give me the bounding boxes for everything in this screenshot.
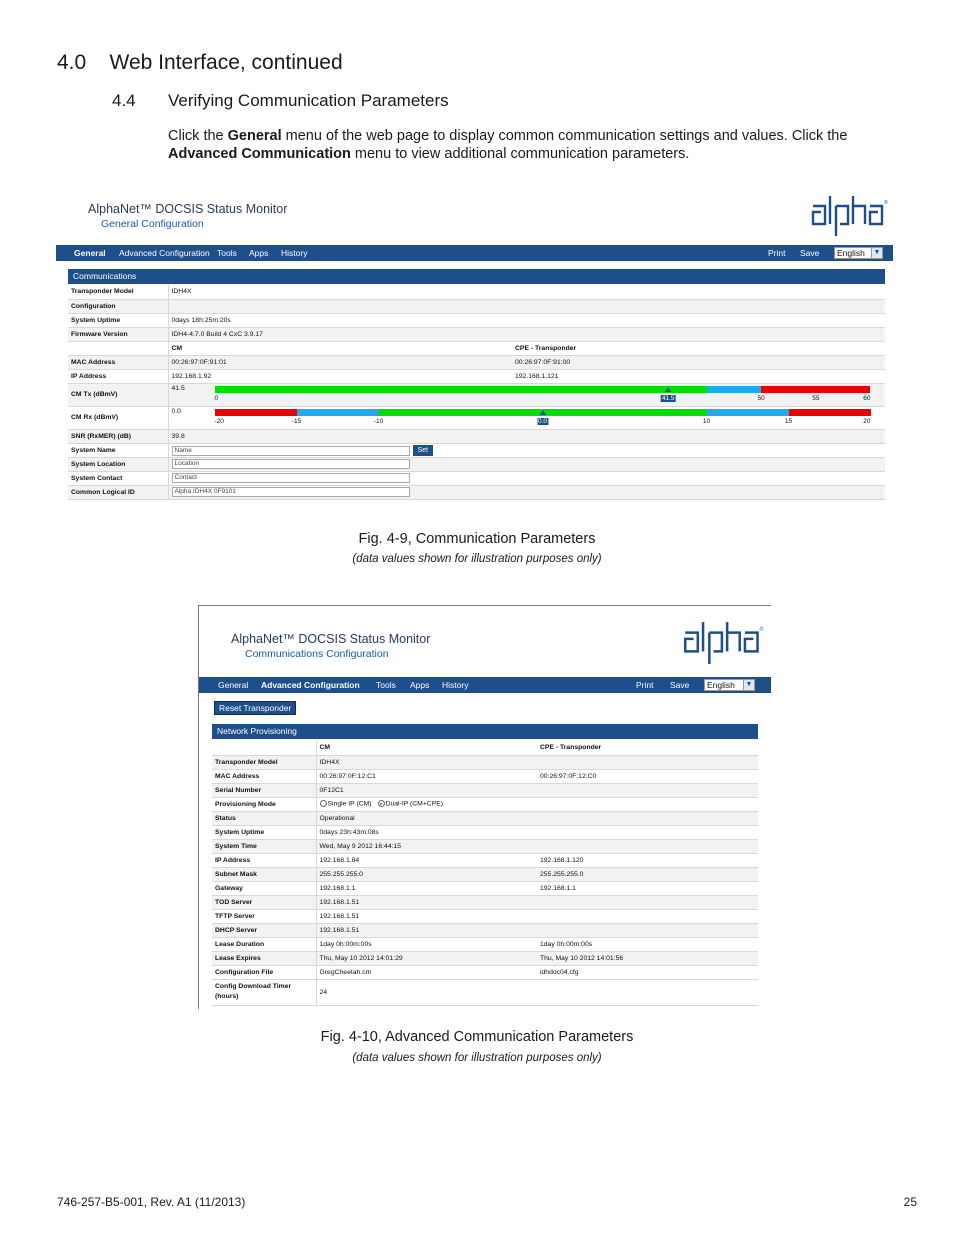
row-label: IP Address xyxy=(68,369,168,383)
network-provisioning-table xyxy=(212,741,758,1006)
cell-cm: 0days 23h:43m:08s xyxy=(316,825,537,839)
cell-cm: 192.168.1.51 xyxy=(316,895,537,909)
footer-document-id: 746-257-B5-001, Rev. A1 (11/2013) xyxy=(57,1195,246,1209)
menu-bar xyxy=(56,245,893,261)
row-label: CM Tx (dBmV) xyxy=(68,383,168,406)
row-label xyxy=(212,979,316,1005)
meter-tick-label: 41.5 xyxy=(661,394,675,402)
column-header-cpe: CPE - Transponder xyxy=(537,741,758,755)
meter-track xyxy=(215,386,871,393)
row-label: SNR (RxMER) (dB) xyxy=(68,429,168,443)
table-row xyxy=(68,355,885,369)
table-row xyxy=(212,951,758,965)
menu-apps[interactable]: Apps xyxy=(249,248,269,258)
table-row xyxy=(212,783,758,797)
column-header-cpe: CPE - Transponder xyxy=(512,341,885,355)
intro-text-1: Click the xyxy=(168,128,228,144)
row-value xyxy=(168,299,885,313)
cell-cpe xyxy=(537,923,758,937)
cell-cpe: 192.168.1.120 xyxy=(537,853,758,867)
radio-single-ip[interactable] xyxy=(320,800,327,807)
cell-cpe xyxy=(537,895,758,909)
section-number: 4.4 xyxy=(112,91,136,110)
page-title: 4.0 Web Interface, continued xyxy=(57,51,343,74)
table-row xyxy=(212,979,758,1005)
cell-cpe xyxy=(537,839,758,853)
table-row xyxy=(68,485,885,499)
section-title xyxy=(112,91,449,111)
cell-cpe: 192.168.1.1 xyxy=(537,881,758,895)
row-label: System Name xyxy=(68,443,168,457)
app-subtitle: General Configuration xyxy=(101,218,204,230)
panel-header-network-provisioning: Network Provisioning xyxy=(212,724,758,739)
meter-tick-label: 20 xyxy=(863,417,871,425)
row-label: Common Logical ID xyxy=(68,485,168,499)
cell-cm: 192.168.1.92 xyxy=(168,369,512,383)
intro-text-2: menu of the web page to display common communication settings and values. Click the xyxy=(281,128,848,144)
meter-segment-red xyxy=(789,409,871,416)
row-label: Provisioning Mode xyxy=(212,797,316,811)
table-row xyxy=(212,769,758,783)
row-label: Status xyxy=(212,811,316,825)
cell-cm: 00:26:97:0F:91:01 xyxy=(168,355,512,369)
reset-transponder-button[interactable]: Reset Transponder xyxy=(214,701,296,715)
meter-tick-label: 60 xyxy=(863,394,871,402)
app-title: AlphaNet™ DOCSIS Status Monitor xyxy=(231,632,431,646)
radio-single-ip-label: Single IP (CM) xyxy=(327,800,372,808)
chevron-down-icon: ▼ xyxy=(743,680,754,690)
cell-cm: Wed, May 9 2012 16:44:15 xyxy=(316,839,537,853)
language-value: English xyxy=(707,680,735,690)
row-label xyxy=(68,341,168,355)
cell-cpe: 192.168.1.121 xyxy=(512,369,885,383)
meter-segment-red xyxy=(761,386,816,393)
meter-segment-red xyxy=(215,409,297,416)
menu-print[interactable]: Print xyxy=(636,680,654,690)
row-label: TFTP Server xyxy=(212,909,316,923)
table-row xyxy=(212,755,758,769)
rx-level-meter xyxy=(215,408,871,428)
table-row xyxy=(212,797,758,811)
alpha-logo-icon xyxy=(683,620,765,664)
system-name-input[interactable]: Name xyxy=(172,446,410,456)
row-label: Lease Duration xyxy=(212,937,316,951)
menu-tools[interactable]: Tools xyxy=(376,680,396,690)
meter-tick-label: 50 xyxy=(757,394,765,402)
table-row xyxy=(212,825,758,839)
tx-value: 41.5 xyxy=(171,384,185,392)
table-row xyxy=(212,909,758,923)
meter-tick-label: 0.0 xyxy=(537,417,548,425)
menu-history[interactable]: History xyxy=(442,680,469,690)
row-value xyxy=(168,457,885,471)
table-row xyxy=(68,406,885,429)
table-row xyxy=(212,881,758,895)
timer-label-1: Config Download Timer xyxy=(215,983,292,990)
section-heading: Verifying Communication Parameters xyxy=(168,91,449,110)
logo-reg-mark: ® xyxy=(759,626,764,633)
timer-label-2: (hours) xyxy=(215,993,239,1000)
column-header-cm: CM xyxy=(316,741,537,755)
tx-meter-cell xyxy=(168,383,885,406)
app-subtitle: Communications Configuration xyxy=(245,648,389,660)
rx-value: 0.0 xyxy=(171,407,181,415)
radio-dual-ip[interactable] xyxy=(378,800,385,807)
intro-general-bold: General xyxy=(227,128,282,144)
table-row xyxy=(68,285,885,299)
row-value: 39.8 xyxy=(168,429,885,443)
radio-dual-ip-label: Dual-IP (CM+CPE) xyxy=(385,800,444,808)
row-label: Subnet Mask xyxy=(212,867,316,881)
row-label: CM Rx (dBmV) xyxy=(68,406,168,429)
menu-bar xyxy=(199,677,771,693)
figure-1-caption: Fig. 4-9, Communication Parameters xyxy=(358,531,596,547)
meter-tick-label: 55 xyxy=(812,394,820,402)
timer-value: 24 xyxy=(316,979,758,1005)
meter-marker-icon xyxy=(665,387,671,392)
figure-1-note: (data values shown for illustration purposes only) xyxy=(352,553,602,565)
row-value: 0days 18h:25m:20s xyxy=(168,313,885,327)
meter-segment-green xyxy=(215,386,707,393)
system-contact-input[interactable]: Contact xyxy=(172,473,410,483)
alpha-logo-icon xyxy=(811,194,889,236)
meter-tick-label: 0 xyxy=(214,394,219,402)
cell-cpe xyxy=(537,783,758,797)
table-row xyxy=(212,965,758,979)
meter-tick-label: -10 xyxy=(373,417,384,425)
app-title: AlphaNet™ DOCSIS Status Monitor xyxy=(88,202,288,216)
table-row xyxy=(68,313,885,327)
menu-history[interactable]: History xyxy=(281,248,308,258)
table-row xyxy=(212,853,758,867)
cell-cpe xyxy=(537,755,758,769)
set-button[interactable]: Set xyxy=(413,445,434,456)
communications-table xyxy=(68,285,885,500)
row-label: System Location xyxy=(68,457,168,471)
table-row xyxy=(68,369,885,383)
cell-cpe: 00:26:97:0F:12:C0 xyxy=(537,769,758,783)
language-select[interactable] xyxy=(704,679,755,691)
cell-cm: 0F12C1 xyxy=(316,783,537,797)
row-label: IP Address xyxy=(212,853,316,867)
table-row xyxy=(68,457,885,471)
cell-cpe xyxy=(537,811,758,825)
row-label: System Contact xyxy=(68,471,168,485)
row-label: System Uptime xyxy=(68,313,168,327)
menu-tools[interactable]: Tools xyxy=(217,248,237,258)
menu-general[interactable]: General xyxy=(218,680,249,690)
table-row xyxy=(212,839,758,853)
table-row xyxy=(212,867,758,881)
meter-tick-label: -20 xyxy=(214,417,224,425)
menu-advanced-configuration[interactable]: Advanced Configuration xyxy=(119,248,210,258)
figure-communication-parameters xyxy=(56,188,893,500)
cell-cm: 1day 0h:00m:00s xyxy=(316,937,537,951)
row-label: MAC Address xyxy=(68,355,168,369)
meter-tick-label: -15 xyxy=(291,417,302,425)
table-row xyxy=(212,811,758,825)
table-row xyxy=(68,341,885,355)
table-row xyxy=(212,741,758,755)
figure-advanced-communication-parameters xyxy=(198,605,771,1009)
row-value: IDH4X xyxy=(168,285,885,299)
menu-save[interactable]: Save xyxy=(670,680,690,690)
cell-cm: Thu, May 10 2012 14:01:29 xyxy=(316,951,537,965)
table-row xyxy=(68,429,885,443)
cell-cm: 00:26:97:0F:12:C1 xyxy=(316,769,537,783)
meter-segment-red xyxy=(816,386,871,393)
row-label: Configuration xyxy=(68,299,168,313)
column-header-cm: CM xyxy=(168,341,512,355)
row-label: Configuration File xyxy=(212,965,316,979)
panel-header-communications: Communications xyxy=(68,269,885,284)
table-row xyxy=(68,443,885,457)
chevron-down-icon: ▼ xyxy=(871,248,882,258)
cell-cm: Operational xyxy=(316,811,537,825)
row-label: Transponder Model xyxy=(212,755,316,769)
tx-level-meter xyxy=(215,385,871,405)
row-value: IDH4-4.7.0 Build 4 CxC 3.9.17 xyxy=(168,327,885,341)
table-row xyxy=(212,923,758,937)
cell-cpe xyxy=(537,825,758,839)
row-value xyxy=(168,443,885,457)
intro-advanced-bold: Advanced Communication xyxy=(168,146,351,162)
menu-general[interactable]: General xyxy=(74,248,106,258)
cell-cm: 192.168.1.1 xyxy=(316,881,537,895)
row-label: Lease Expires xyxy=(212,951,316,965)
table-row xyxy=(68,299,885,313)
cell-cm: IDH4X xyxy=(316,755,537,769)
intro-paragraph xyxy=(168,127,888,163)
intro-text-3: menu to view additional communication parameters. xyxy=(350,146,690,162)
row-label: DHCP Server xyxy=(212,923,316,937)
table-row xyxy=(68,471,885,485)
meter-segment-blue xyxy=(707,386,762,393)
cell-cpe xyxy=(537,909,758,923)
row-label: Transponder Model xyxy=(68,285,168,299)
logo-reg-mark: ® xyxy=(884,200,888,206)
row-label: System Uptime xyxy=(212,825,316,839)
meter-marker-icon xyxy=(540,410,546,415)
cell-cm: GregCheetah.cm xyxy=(316,965,537,979)
cell-cm: 255.255.255.0 xyxy=(316,867,537,881)
row-label: Firmware Version xyxy=(68,327,168,341)
figure-2-caption: Fig. 4-10, Advanced Communication Parameters xyxy=(320,1029,634,1045)
cell-cm: 192.168.1.84 xyxy=(316,853,537,867)
system-location-input[interactable]: Location xyxy=(172,459,410,469)
table-row xyxy=(212,895,758,909)
row-label: System Time xyxy=(212,839,316,853)
meter-tick-label: 10 xyxy=(702,417,711,425)
common-logical-id-input[interactable]: Alpha IDH4X 0F9101 xyxy=(172,487,410,497)
cell-cpe: 1day 0h:00m:00s xyxy=(537,937,758,951)
footer-page-number: 25 xyxy=(903,1195,917,1209)
cell-cpe: 255.255.255.0 xyxy=(537,867,758,881)
row-value xyxy=(168,471,885,485)
row-value xyxy=(168,485,885,499)
meter-segment-blue xyxy=(297,409,379,416)
table-row xyxy=(68,383,885,406)
provisioning-mode-options xyxy=(316,797,758,811)
meter-segment-blue xyxy=(707,409,789,416)
row-label: TOD Server xyxy=(212,895,316,909)
cell-cm: 192.168.1.51 xyxy=(316,909,537,923)
table-row xyxy=(212,937,758,951)
cell-cm: 192.168.1.51 xyxy=(316,923,537,937)
cell-cpe: Thu, May 10 2012 14:01:56 xyxy=(537,951,758,965)
menu-advanced-configuration[interactable]: Advanced Configuration xyxy=(261,680,360,690)
cell-cpe: 00:26:97:0F:91:00 xyxy=(512,355,885,369)
menu-apps[interactable]: Apps xyxy=(410,680,430,690)
meter-tick-label: 15 xyxy=(784,417,793,425)
menu-print[interactable]: Print xyxy=(768,248,786,258)
menu-save[interactable]: Save xyxy=(800,248,820,258)
rx-meter-cell xyxy=(168,406,885,429)
cell-cpe: idhdoc04.cfg xyxy=(537,965,758,979)
language-select[interactable] xyxy=(834,247,883,259)
row-label: MAC Address xyxy=(212,769,316,783)
row-label: Gateway xyxy=(212,881,316,895)
figure-2-note: (data values shown for illustration purposes only) xyxy=(352,1052,602,1064)
row-label xyxy=(212,741,316,755)
row-label: Serial Number xyxy=(212,783,316,797)
language-value: English xyxy=(837,248,865,258)
table-row xyxy=(68,327,885,341)
